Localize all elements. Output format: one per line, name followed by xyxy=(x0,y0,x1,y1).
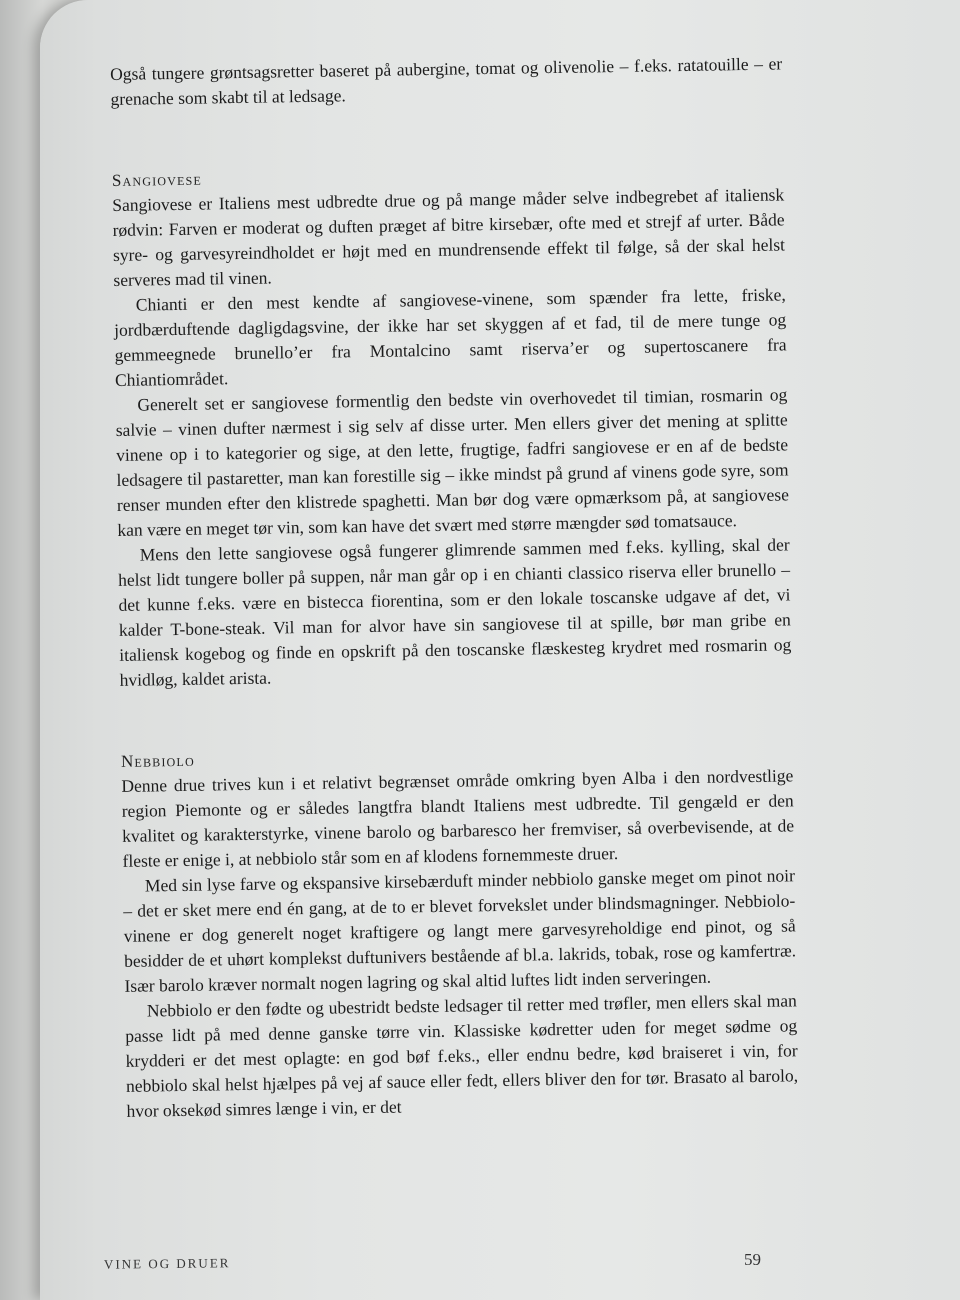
paragraph: Mens den lette sangiovese også fungerer glimrende sammen med f.eks. kylling, skal der helst lidt tungere boller på suppen, når man går op i en chianti classico riserva eller brunello – det kunne f.eks. være en bistecca fiorentina, som er den lokale toscanske udgave af det, vi kalder T-bone-steak. Vil man for alvor have sin sangiovese til at spille, bør man gribe en italiensk kogebog og finde en opskrift på den toscanske flæskesteg krydret med rosmarin og hvidløg, kaldet arista. xyxy=(117,534,792,690)
page-number: 59 xyxy=(744,1250,761,1269)
paragraph: Sangiovese er Italiens mest udbredte drue og på mange måder selve indbegrebet af italiensk rødvin: Farven er moderat og duften præget af bitre kirsebær, ofte med et strejf af urter. Både syre- og garvesyreindholdet er højt med en mundrensende effekt til følge, så der skal helst serveres mad til vinen. xyxy=(112,184,786,290)
paragraph: Generelt set er sangiovese formentlig den bedste vin overhovedet til timian, rosmarin og salvie – vinen dufter nærmest i sig selv af disse urter. Men ellers giver det mening at splitte vinene op i to kategorier og sige, at den lette, frugtige, fadfri sangiovese er en af de bedste ledsagere til pastaretter, man kan forestille sig – ikke mindst på grund af vinens gode syre, som renser munden efter den klistrede spaghetti. Man bør dog være opmærksom på, at sangiovese kan være en meget tør vin, som kan have det svært med større mængder sød tomatsauce. xyxy=(115,384,790,540)
paragraph: Nebbiolo er den fødte og ubestridt bedste ledsager til retter med trøfler, men ellers skal man passe lidt på med denne ganske tørre vin. Klassiske kødretter uden for meget sødme og krydderi er det mest oplagte: en god bøf f.eks., eller endnu bedre, kød braiseret i vin, for nebbiolo skal helst hjælpes på vej af sauce eller fedt, ellers bliver den for tør. Brasato al barolo, hvor oksekød simres længe i vin, er det xyxy=(125,990,799,1121)
page-text xyxy=(110,51,799,1123)
section-heading: Sangiovese xyxy=(111,169,203,190)
paragraph: Denne drue trives kun i et relativt begrænset område omkring byen Alba i den nordvestlige region Piemonte og er således langtfra blandt Italiens mest udbredte. Til gengæld er den kvalitet og karakterstyrke, vinene barolo og barbaresco her fremviser, så overbevisende, at de fleste er enige i, at nebbiolo står som en af klodens fornemmeste druer. xyxy=(121,765,795,871)
paragraph: Med sin lyse farve og ekspansive kirsebærduft minder nebbiolo ganske meget om pinot noir – det er sket mere end én gang, at de to er blevet forvekslet under blindsmagninger. Nebbiolo-vinene er dog generelt noget kraftigere og langt mere garvesyreholdige end pinot, og så besidder de et uhørt komplekst duftunivers bestående af bl.a. lakrids, tobak, rose og kamfertræ. Især barolo kræver normalt nogen lagring og skal altid luftes lidt inden serveringen. xyxy=(123,865,797,996)
section-sangiovese xyxy=(112,157,792,692)
running-title: VINE OG DRUER xyxy=(103,1255,231,1272)
intro-paragraph: Også tungere grøntsagsretter baseret på aubergine, tomat og olivenolie – f.eks. ratatouille – er grenache som skabt til at ledsage. xyxy=(110,53,783,109)
section-heading: Nebbiolo xyxy=(120,750,196,771)
paragraph: Chianti er den mest kendte af sangiovese-vinene, som spænder fra lette, friske, jordbærduftende dagligdagsvine, der ikke har set skyggen af et fad, til de mere tunge og gemmeegnede brunello’er fra Montalcino samt riserva’er og supertoscanere fra Chiantiområdet. xyxy=(114,284,787,390)
section-nebbiolo xyxy=(121,738,799,1124)
